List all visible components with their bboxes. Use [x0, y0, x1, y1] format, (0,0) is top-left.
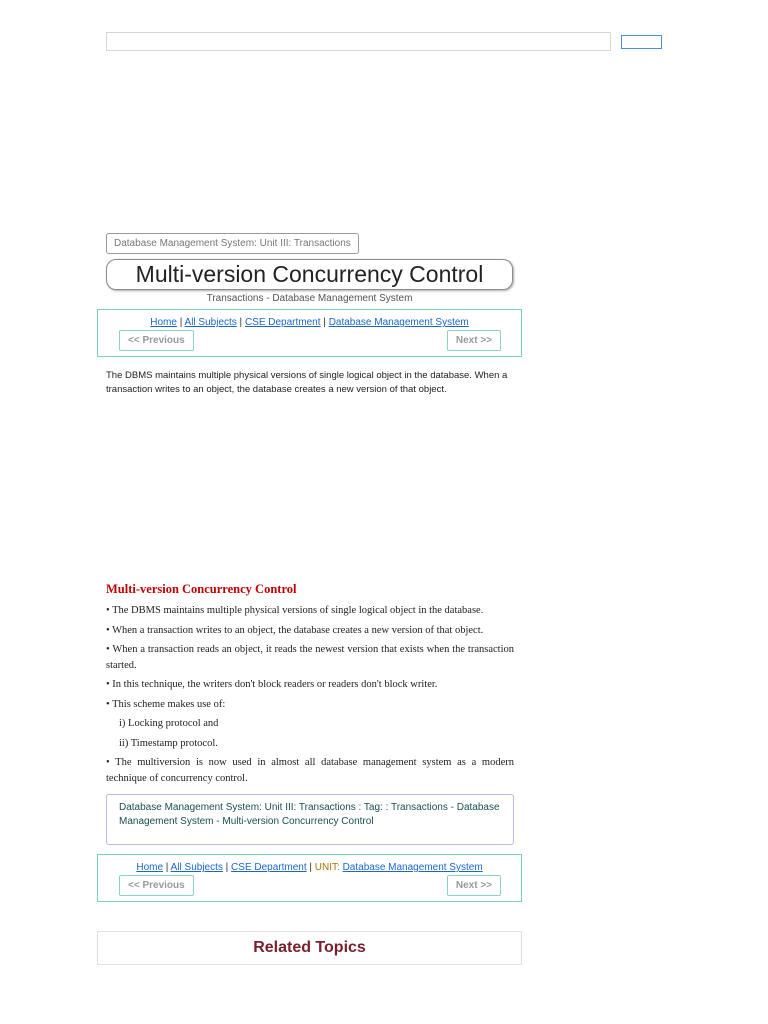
intro-paragraph: The DBMS maintains multiple physical versions of single logical object in the database. When a transaction writes to an object, the database creates a new version of that object.	[106, 370, 508, 395]
page-title: Multi-version Concurrency Control	[106, 259, 513, 290]
search-input[interactable]	[106, 32, 611, 51]
all-subjects-link[interactable]: All Subjects	[170, 862, 223, 873]
previous-button[interactable]: << Previous	[119, 875, 194, 896]
bottom-navigation	[97, 854, 522, 902]
list-item: • This scheme makes use of:	[106, 698, 226, 710]
list-item: • When a transaction writes to an object, the database creates a new version of that object.	[106, 624, 484, 636]
previous-button[interactable]: << Previous	[119, 330, 194, 351]
tag-box: Database Management System: Unit III: Transactions : Tag: : Transactions - Database Management System - Multi-version Concurrency Control	[106, 794, 514, 845]
bottom-nav-links: Home | All Subjects | CSE Department | UNIT: Database Management System	[136, 862, 483, 873]
list-item: • When a transaction reads an object, it reads the newest version that exists when the transaction started.	[106, 644, 514, 671]
home-link[interactable]: Home	[136, 862, 164, 873]
department-link[interactable]: CSE Department	[244, 317, 321, 328]
page-subtitle: Transactions - Database Management System	[206, 293, 413, 304]
list-item: ii) Timestamp protocol.	[119, 737, 218, 749]
home-link[interactable]: Home	[150, 317, 177, 328]
list-item: • In this technique, the writers don't block readers or readers don't block writer.	[106, 679, 438, 690]
unit-label: UNIT:	[314, 862, 340, 873]
list-item: i) Locking protocol and	[119, 718, 219, 729]
subject-link[interactable]: Database Management System	[328, 317, 469, 328]
department-link[interactable]: CSE Department	[231, 862, 307, 873]
list-item: • The DBMS maintains multiple physical versions of single logical object in the database.	[106, 605, 484, 616]
search-button[interactable]	[621, 35, 662, 49]
top-nav-links: Home | All Subjects | CSE Department | Database Management System	[150, 317, 469, 328]
breadcrumb[interactable]: Database Management System: Unit III: Transactions	[106, 233, 359, 254]
next-button[interactable]: Next >>	[447, 330, 501, 351]
subject-link[interactable]: Database Management System	[342, 862, 483, 873]
all-subjects-link[interactable]: All Subjects	[184, 317, 237, 328]
next-button[interactable]: Next >>	[447, 875, 501, 896]
top-navigation	[97, 309, 522, 357]
list-item: • The multiversion is now used in almost all database management system as a modern technique of concurrency control.	[106, 757, 514, 784]
section-title: Multi-version Concurrency Control	[106, 582, 297, 596]
related-topics-heading: Related Topics	[97, 931, 522, 965]
section-body	[106, 603, 514, 790]
